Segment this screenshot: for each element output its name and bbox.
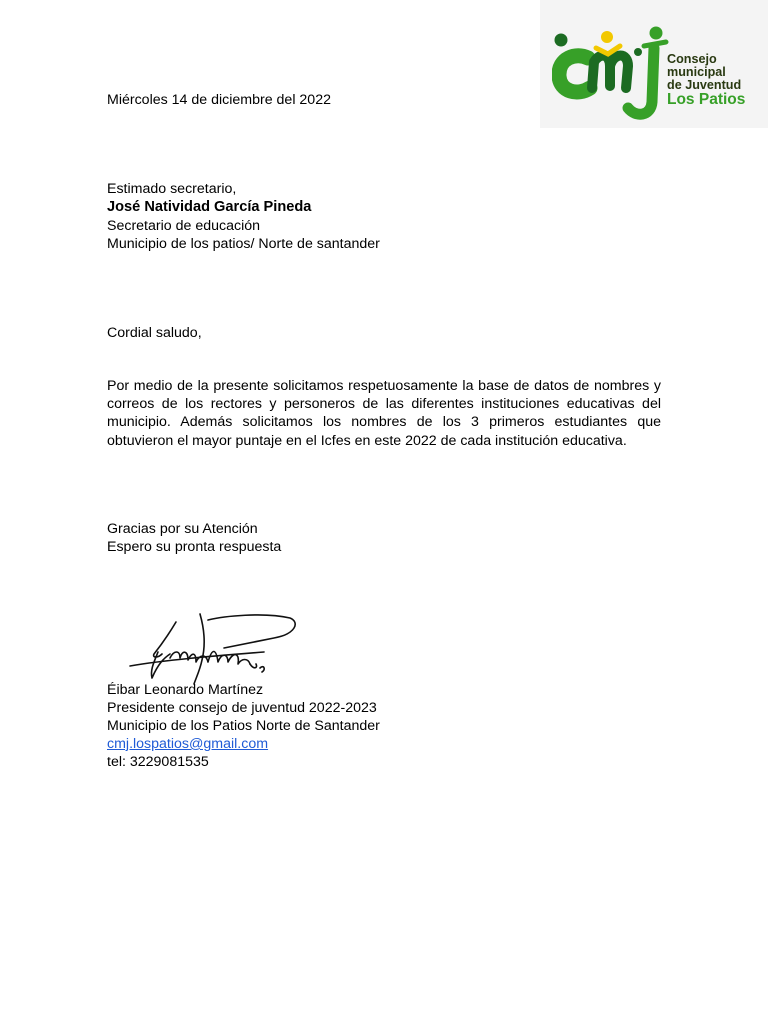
recipient-greeting: Estimado secretario, xyxy=(107,181,237,197)
council-logo xyxy=(540,0,768,128)
closing-line-1: Gracias por su Atención xyxy=(107,521,258,537)
logo-text-line3: de Juventud xyxy=(667,78,742,92)
recipient-role: Secretario de educación xyxy=(107,218,261,234)
letter-body: Por medio de la presente solicitamos respetuosamente la base de datos de nombres y correos de los rectores y personeros de las diferentes instituciones educativas del municipio. Además solicitamos los nombres de los 3 primeros estudiantes que obtuvieron el mayor puntaje en el Icfes en este 2022 de cada institución educativa. xyxy=(107,378,661,449)
salutation: Cordial saludo, xyxy=(107,325,202,341)
signer-location: Municipio de los Patios Norte de Santander xyxy=(107,718,380,734)
recipient-name: José Natividad García Pineda xyxy=(107,199,312,215)
closing-line-2: Espero su pronta respuesta xyxy=(107,539,282,555)
letter-date: Miércoles 14 de diciembre del 2022 xyxy=(107,92,331,108)
handwritten-signature xyxy=(124,608,306,688)
logo-text-line4: Los Patios xyxy=(667,91,746,108)
signer-role: Presidente consejo de juventud 2022-2023 xyxy=(107,700,377,716)
logo-text-line2: municipal xyxy=(667,65,726,79)
signer-phone: tel: 3229081535 xyxy=(107,754,209,770)
signer-name: Éibar Leonardo Martínez xyxy=(107,682,264,698)
cmj-logo-mark xyxy=(552,24,670,124)
signer-email-link[interactable]: cmj.lospatios@gmail.com xyxy=(107,736,269,752)
recipient-location: Municipio de los patios/ Norte de santander xyxy=(107,236,380,252)
logo-text-line1: Consejo xyxy=(667,52,717,66)
